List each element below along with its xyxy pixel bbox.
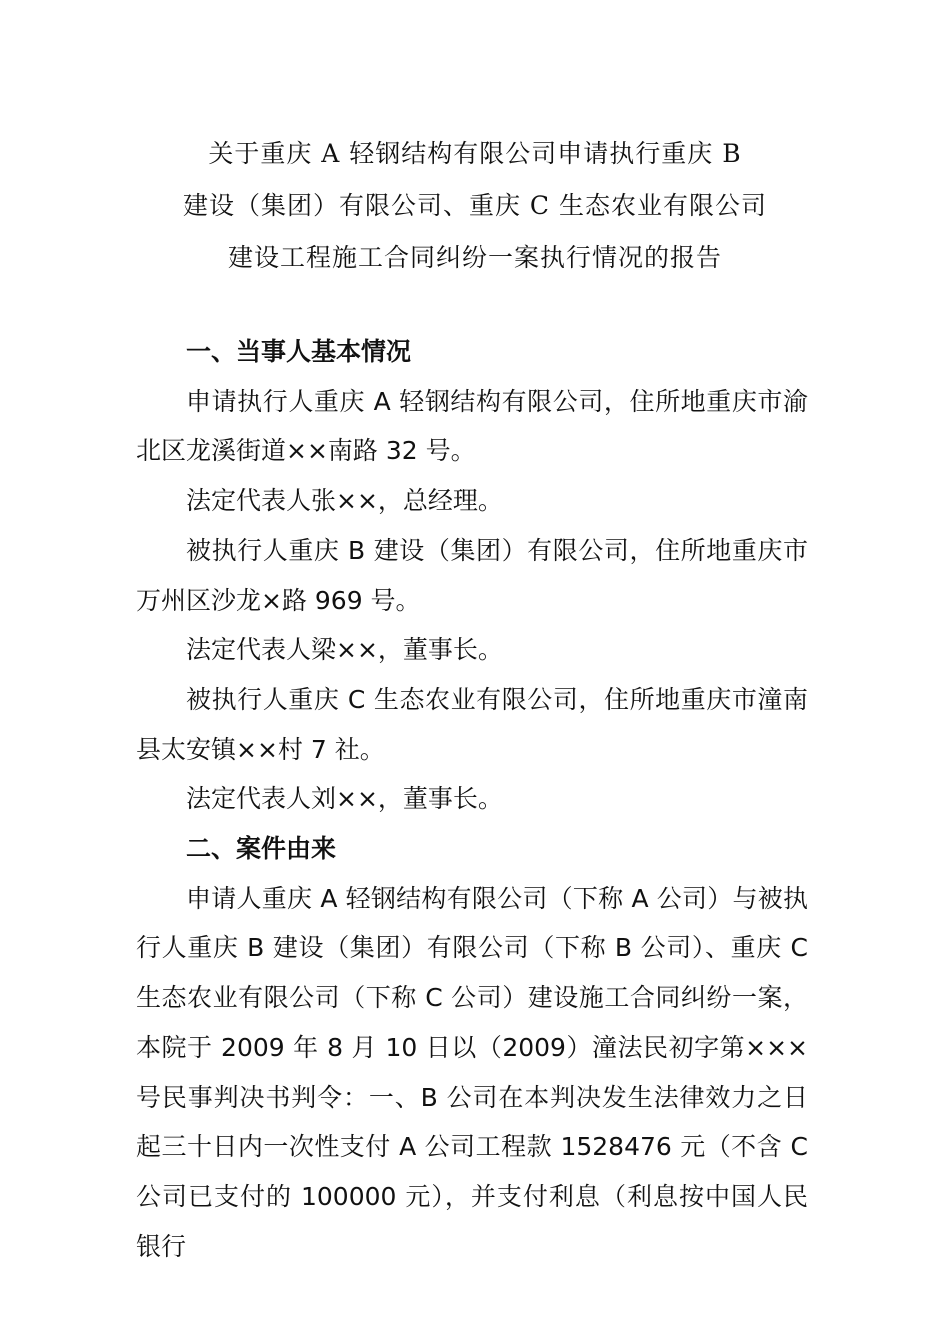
paragraph-case-origin: 申请人重庆 A 轻钢结构有限公司（下称 A 公司）与被执行人重庆 B 建设（集团）有限公司（下称 B 公司）、重庆 C 生态农业有限公司（下称 C 公司）建设施工合同纠纷一案，本院于 2009 年 8 月 10 日以（2009）潼法民初字第×××号民事判决书判令：一、B 公司在本判决发生法律效力之日起三十日内一次性支付 A 公司工程款 1528476 元（不含 C 公司已支付的 100000 元），并支付利息（利息按中国人民银行: [136, 883, 808, 1261]
document-body: [136, 327, 808, 1271]
paragraph-respondent-c-representative: 法定代表人刘××，董事长。: [186, 784, 503, 814]
paragraph-applicant: 申请执行人重庆 A 轻钢结构有限公司，住所地重庆市渝北区龙溪街道××南路 32 号。: [136, 386, 808, 466]
paragraph-respondent-c: 被执行人重庆 C 生态农业有限公司，住所地重庆市潼南县太安镇××村 7 社。: [136, 684, 808, 764]
document-title: [110, 128, 840, 284]
paragraph-applicant-representative: 法定代表人张××，总经理。: [186, 486, 503, 516]
title-line-2: 建设（集团）有限公司、重庆 C 生态农业有限公司: [182, 191, 768, 220]
title-line-1: 关于重庆 A 轻钢结构有限公司申请执行重庆 B: [208, 139, 742, 168]
section-heading-case-origin: 二、案件由来: [186, 834, 337, 864]
title-line-3: 建设工程施工合同纠纷一案执行情况的报告: [227, 243, 722, 272]
section-heading-parties: 一、当事人基本情况: [186, 337, 412, 366]
paragraph-respondent-b: 被执行人重庆 B 建设（集团）有限公司，住所地重庆市万州区沙龙×路 969 号。: [136, 535, 808, 615]
paragraph-respondent-b-representative: 法定代表人梁××，董事长。: [186, 635, 503, 665]
